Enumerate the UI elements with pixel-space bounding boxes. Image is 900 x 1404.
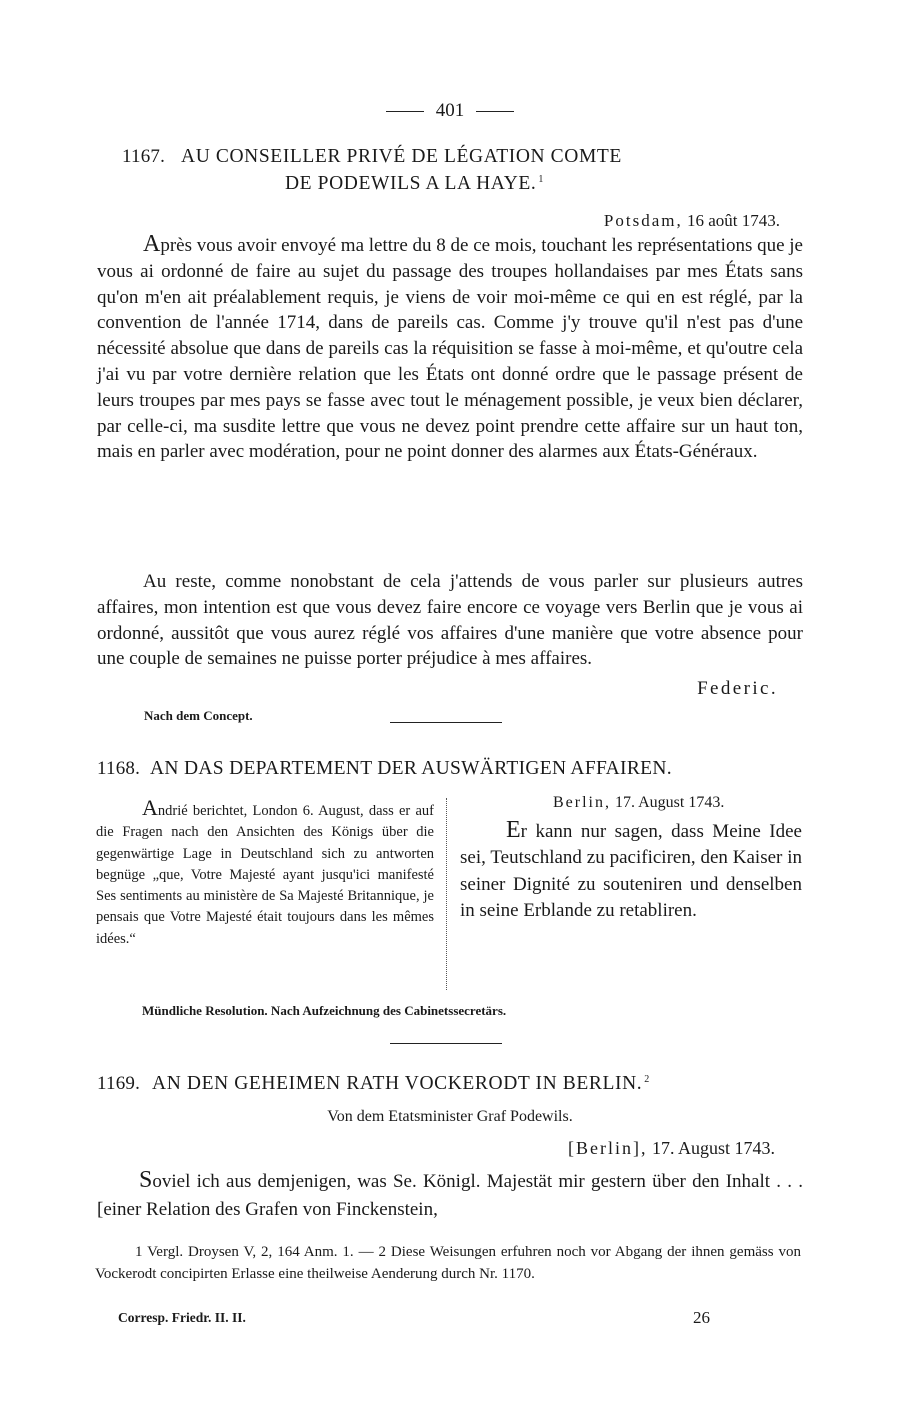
letter-1167-title-line1: AU CONSEILLER PRIVÉ DE LÉGATION COMTE [181, 146, 622, 167]
letter-1169-heading [97, 1073, 650, 1095]
letter-1169-place: [Berlin], [568, 1138, 648, 1158]
drop-initial: E [506, 817, 521, 843]
letter-1167-title-line2: DE PODEWILS A LA HAYE. [285, 173, 537, 194]
letter-1169-paragraph: Soviel ich aus demjenigen, was Se. Königl. Majestät mir gestern über den Inhalt . . . [einer Relation des Grafen von Finckenstein, [97, 1167, 803, 1220]
page-number-dash-left [386, 111, 424, 112]
letter-1167-heading-line2 [285, 173, 544, 195]
letter-1168-source: Mündliche Resolution. Nach Aufzeichnung des Cabinetssecretärs. [142, 1003, 507, 1018]
sheet-number: 26 [693, 1308, 710, 1327]
letter-1168-resolution: Er kann nur sagen, dass Meine Idee sei, Teutschland zu pacificiren, den Kaiser in seiner Dignité zu souteniren und denselben in seine Erblande zu retabliren. [460, 817, 802, 921]
letter-1168-place: Berlin, [553, 794, 611, 811]
letter-1169-title: AN DEN GEHEIMEN RATH VOCKERODT IN BERLIN. [152, 1073, 643, 1094]
page-number: 401 [0, 100, 900, 122]
drop-initial: A [143, 231, 161, 257]
letter-1168-heading [97, 758, 672, 780]
letter-1168-title: AN DAS DEPARTEMENT DER AUSWÄRTIGEN AFFAIREN. [150, 758, 672, 779]
letter-1167-heading [122, 146, 622, 168]
series-title: Corresp. Friedr. II. II. [118, 1310, 246, 1325]
letter-1169-number: 1169. [97, 1073, 141, 1094]
letter-1168-number: 1168. [97, 758, 141, 779]
letter-1169-subtitle: Von dem Etatsminister Graf Podewils. [327, 1108, 573, 1125]
letter-1167-date: 16 août 1743. [686, 211, 780, 230]
letter-1168-date: 17. August 1743. [615, 794, 725, 811]
section-divider-2 [390, 1043, 502, 1044]
letter-1168-dateline [553, 794, 724, 812]
letter-1168-summary: Andrié berichtet, London 6. August, dass er auf die Fragen nach den Ansichten des Königs über die gegenwärtige Lage in Deutschland sich zu antworten begnüge „que, Votre Majesté ayant jusqu'ici manifesté Ses sentiments au ministère de Sa Majesté Britannique, je pensais que Votre Majesté était toujours dans les mêmes idées.“ [96, 795, 434, 947]
letter-1169-dateline [568, 1138, 775, 1159]
section-divider-1 [390, 722, 502, 723]
letter-1169-date: 17. August 1743. [651, 1138, 775, 1158]
letter-1167-number: 1167. [122, 146, 166, 167]
drop-initial: A [142, 795, 158, 820]
footnote-marker-1: 1 [538, 173, 544, 185]
letter-1167-signature: Federic. [697, 678, 778, 699]
page-number-dash-right [476, 111, 514, 112]
drop-initial: S [139, 1167, 153, 1193]
letter-1167-dateline [604, 211, 780, 231]
letter-1167-source: Nach dem Concept. [144, 708, 253, 723]
footnote-marker-2: 2 [644, 1073, 650, 1085]
letter-1167-place: Potsdam, [603, 211, 683, 230]
letter-1167-paragraph-1: Après vous avoir envoyé ma lettre du 8 de ce mois, touchant les représentations que je vous ai ordonné de faire au sujet du passage des troupes hollandaises par mes États sans qu'on m'en ait préalablement requis, je viens de voir moi-même ce qui en est réglé, par la convention de l'année 1714, dans de pareils cas. Comme j'y trouve qu'il n'est pas d'une nécessité absolue que dans de pareils cas la réquisition se fasse à moi-même, et qu'outre cela j'ai vu par votre dernière relation que les États ont donné ordre que le passage présent de leurs troupes par mes pays se fasse avec tout le ménagement possible, je veux bien déclarer, par celle-ci, ma susdite lettre que vous ne devez point prendre cette affaire sur un haut ton, mais en parler avec modération, pour ne point donner des alarmes aux États-Généraux. [97, 231, 803, 463]
letter-1167-paragraph-2: Au reste, comme nonobstant de cela j'attends de vous parler sur plusieurs autres affaires, mon intention est que vous devez faire encore ce voyage vers Berlin que je vous ai ordonné, aussitôt que vous aurez réglé vos affaires d'une manière que votre absence pour une couple de semaines ne puisse porter préjudice à mes affaires. [97, 571, 803, 670]
column-divider [446, 798, 447, 990]
footnotes: 1 Vergl. Droysen V, 2, 164 Anm. 1. — 2 Diese Weisungen erfuhren noch vor Abgang der ihnen gemäss von Vockerodt concipirten Erlasse eine theilweise Aenderung durch Nr. 1170. [95, 1244, 801, 1282]
